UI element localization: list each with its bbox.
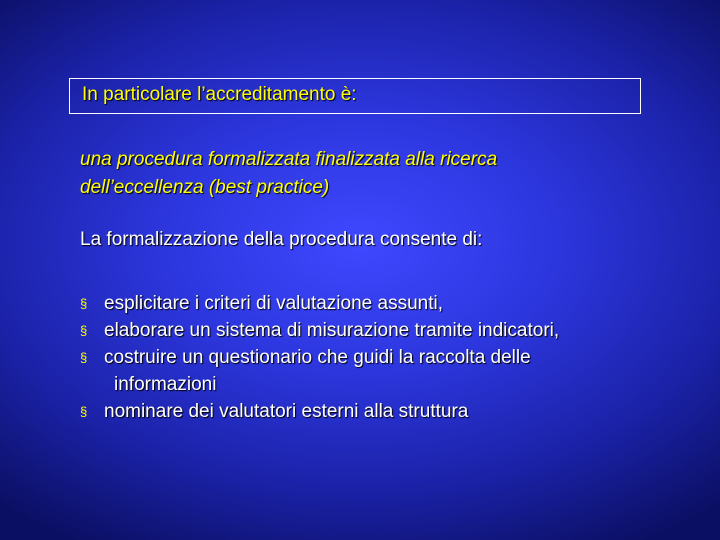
bullet-marker-icon: § xyxy=(80,323,88,338)
bullet-marker-icon: § xyxy=(80,296,88,311)
bullet-text-line: costruire un questionario che guidi la raccolta delle xyxy=(104,347,531,368)
subtitle-line: una procedura formalizzata finalizzata alla ricerca xyxy=(80,149,498,170)
bullet-item xyxy=(80,317,700,344)
bullet-marker-icon: § xyxy=(80,404,88,419)
intro-text: La formalizzazione della procedura consente di: xyxy=(80,229,483,250)
bullet-marker-icon: § xyxy=(80,350,88,365)
title-box xyxy=(69,78,641,114)
bullet-text: elaborare un sistema di misurazione tramite indicatori, xyxy=(104,320,560,341)
bullet-text: nominare dei valutatori esterni alla struttura xyxy=(104,401,469,422)
subtitle-line: dell’eccellenza (best practice) xyxy=(80,177,330,198)
bullet-list xyxy=(80,290,700,425)
bullet-text: esplicitare i criteri di valutazione assunti, xyxy=(104,293,443,314)
bullet-item xyxy=(80,290,700,317)
bullet-text-continuation: informazioni xyxy=(114,374,217,395)
bullet-item xyxy=(80,344,700,398)
bullet-text xyxy=(104,347,700,398)
slide-title: In particolare l’accreditamento è: xyxy=(82,84,357,105)
subtitle xyxy=(80,146,680,202)
bullet-item xyxy=(80,398,700,425)
